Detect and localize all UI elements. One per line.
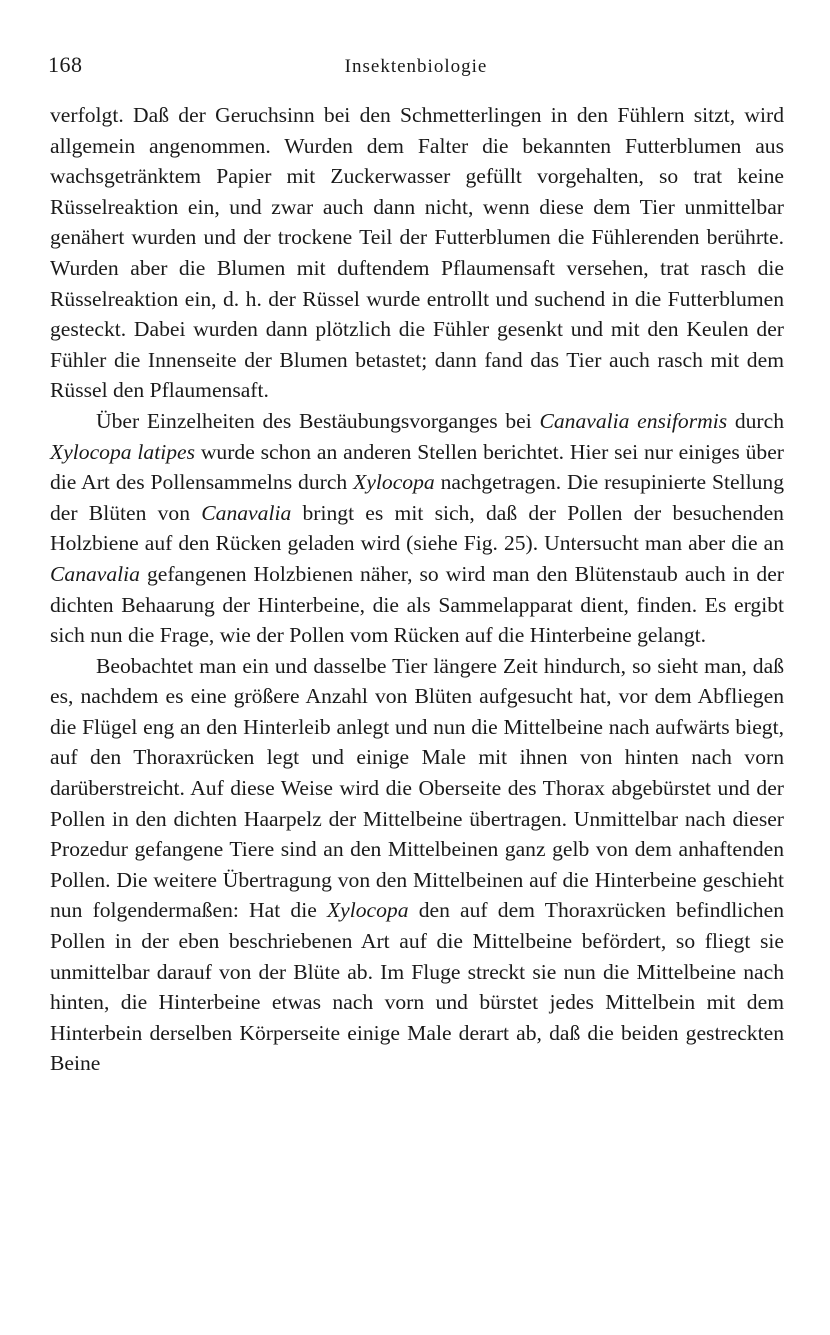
- text-run: wurde schon an anderen Stellen berichtet. Hier sei nur einiges über die Art des Pollensammelns durch: [50, 439, 784, 495]
- paragraph: [50, 406, 784, 651]
- italic-taxon-name: Canavalia ensiformis: [539, 408, 728, 433]
- italic-taxon-name: Canavalia: [201, 500, 292, 525]
- italic-taxon-name: Xylocopa: [353, 470, 435, 495]
- text-run: Über Einzelheiten des Bestäubungsvorganges bei: [96, 408, 540, 433]
- text-run: nachgetragen. Die resupinierte Stellung der Blüten von: [50, 470, 784, 525]
- paragraph: [50, 100, 784, 406]
- text-run: Beobachtet man ein und dasselbe Tier längere Zeit hindurch, so sieht man, daß es, nachdem es eine größere Anzahl von Blüten aufgesucht hat, vor dem Abfliegen die Flügel eng an den Hinterleib anlegt und nun die Mittelbeine nach aufwärts biegt, auf den Thoraxrücken legt und einige Male mit ihnen von hinten nach vorn darüberstreicht. Auf diese Weise wird die Oberseite des Thorax abgebürstet und der Pollen in den dichten Haarpelz der Mittelbeine übertragen. Unmittelbar nach dieser Prozedur gefangene Tiere sind an den Mittelbeinen ganz gelb von dem anhaftenden Pollen. Die weitere Übertragung von den Mittelbeinen auf die Hinterbeine geschieht nun folgendermaßen: Hat die: [50, 653, 784, 923]
- italic-taxon-name: Xylocopa latipes: [50, 439, 195, 464]
- text-run: durch: [727, 408, 784, 433]
- paragraph: [50, 651, 784, 1079]
- page-header: [48, 52, 784, 82]
- page-number: 168: [48, 52, 83, 77]
- body-text: [50, 100, 784, 1079]
- text-run: verfolgt. Daß der Geruchsinn bei den Schmetterlingen in den Fühlern sitzt, wird allgemein angenommen. Wurden dem Falter die bekannten Futterblumen aus wachsgetränktem Papier mit Zuckerwasser gefüllt vorgehalten, so trat keine Rüsselreaktion ein, und zwar auch dann nicht, wenn diese dem Tier unmittelbar genähert wurden und der trockene Teil der Futterblumen die Fühlerenden berührte. Wurden aber die Blumen mit duftendem Pflaumensaft versehen, trat rasch die Rüsselreaktion ein, d. h. der Rüssel wurde entrollt und suchend in die Futterblumen gesteckt. Dabei wurden dann plötzlich die Fühler gesenkt und mit den Keulen der Fühler die Innenseite der Blumen betastet; dann fand das Tier auch rasch mit dem Rüssel den Pflaumensaft.: [50, 103, 784, 403]
- italic-taxon-name: Canavalia: [50, 561, 140, 586]
- text-run: den auf dem Thoraxrücken befindlichen Pollen in der eben beschriebenen Art auf die Mittelbeine befördert, so fliegt sie unmittelbar darauf von der Blüte ab. Im Fluge streckt sie nun die Mittelbeine nach hinten, die Hinterbeine etwas nach vorn und bürstet jedes Mittelbein mit dem Hinterbein derselben Körperseite einige Male derart ab, daß die beiden gestreckten Beine: [50, 898, 784, 1076]
- text-run: bringt es mit sich, daß der Pollen der besuchenden Holzbiene auf den Rücken geladen wird (siehe Fig. 25). Untersucht man aber die an: [50, 500, 784, 556]
- italic-taxon-name: Xylocopa: [326, 898, 409, 923]
- text-run: gefangenen Holzbienen näher, so wird man den Blütenstaub auch in der dichten Behaarung der Hinterbeine, die als Sammelapparat dient, finden. Es ergibt sich nun die Frage, wie der Pollen vom Rücken auf die Hinterbeine gelangt.: [50, 561, 784, 648]
- running-head: Insektenbiologie: [344, 56, 488, 77]
